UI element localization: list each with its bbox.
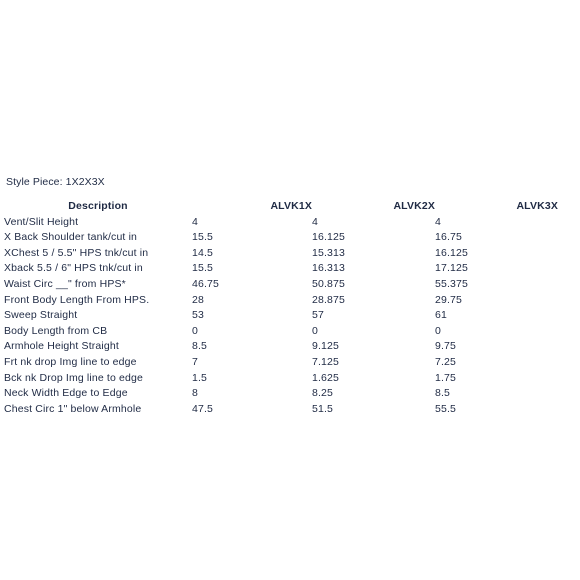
style-piece-label: Style Piece: 1X2X3X — [6, 176, 105, 188]
cell-alvk1x: 15.5 — [192, 231, 214, 244]
cell-alvk2x: 51.5 — [312, 402, 334, 415]
cell-alvk3x: 16.125 — [435, 246, 469, 259]
table-body — [4, 215, 558, 418]
cell-alvk2x: 16.313 — [312, 262, 346, 275]
table-row — [4, 230, 558, 246]
table-row — [4, 277, 558, 293]
table-row — [4, 293, 558, 309]
table-row — [4, 324, 558, 340]
cell-alvk2x: 57 — [312, 309, 324, 322]
cell-alvk1x: 1.5 — [192, 371, 208, 384]
row-description: Waist Circ __" from HPS* — [4, 277, 126, 290]
row-description: Chest Circ 1" below Armhole — [4, 402, 142, 415]
cell-alvk3x: 55.5 — [435, 402, 457, 415]
table-row — [4, 246, 558, 262]
table-row — [4, 386, 558, 402]
cell-alvk2x: 16.125 — [312, 231, 346, 244]
column-header-description: Description — [68, 200, 128, 212]
cell-alvk3x: 61 — [435, 309, 447, 322]
cell-alvk2x: 0 — [312, 324, 318, 337]
row-description: Vent/Slit Height — [4, 215, 79, 228]
cell-alvk1x: 14.5 — [192, 246, 214, 259]
cell-alvk3x: 1.75 — [435, 371, 457, 384]
cell-alvk1x: 8 — [192, 387, 198, 400]
cell-alvk1x: 47.5 — [192, 402, 214, 415]
cell-alvk3x: 4 — [435, 215, 441, 228]
cell-alvk2x: 9.125 — [312, 340, 340, 353]
table-row — [4, 371, 558, 387]
table-row — [4, 339, 558, 355]
column-header-alvk1x: ALVK1X — [270, 200, 312, 212]
measurement-spec-table — [4, 199, 558, 417]
row-description: Armhole Height Straight — [4, 340, 119, 353]
table-row — [4, 355, 558, 371]
cell-alvk2x: 50.875 — [312, 277, 346, 290]
cell-alvk3x: 55.375 — [435, 277, 469, 290]
row-description: Neck Width Edge to Edge — [4, 387, 128, 400]
cell-alvk2x: 28.875 — [312, 293, 346, 306]
cell-alvk3x: 7.25 — [435, 355, 457, 368]
table-row — [4, 308, 558, 324]
cell-alvk2x: 8.25 — [312, 387, 334, 400]
row-description: X Back Shoulder tank/cut in — [4, 231, 138, 244]
row-description: Sweep Straight — [4, 309, 78, 322]
cell-alvk3x: 29.75 — [435, 293, 463, 306]
cell-alvk2x: 7.125 — [312, 355, 340, 368]
row-description: Body Length from CB — [4, 324, 108, 337]
table-header-row — [4, 199, 558, 215]
cell-alvk3x: 16.75 — [435, 231, 463, 244]
cell-alvk3x: 8.5 — [435, 387, 451, 400]
cell-alvk2x: 1.625 — [312, 371, 340, 384]
cell-alvk3x: 9.75 — [435, 340, 457, 353]
row-description: Bck nk Drop Img line to edge — [4, 371, 144, 384]
column-header-alvk3x: ALVK3X — [516, 200, 558, 212]
table-row — [4, 261, 558, 277]
cell-alvk1x: 46.75 — [192, 277, 220, 290]
column-header-alvk2x: ALVK2X — [393, 200, 435, 212]
cell-alvk1x: 53 — [192, 309, 204, 322]
cell-alvk1x: 15.5 — [192, 262, 214, 275]
cell-alvk3x: 0 — [435, 324, 441, 337]
row-description: XChest 5 / 5.5" HPS tnk/cut in — [4, 246, 149, 259]
cell-alvk1x: 8.5 — [192, 340, 208, 353]
row-description: Frt nk drop Img line to edge — [4, 355, 137, 368]
table-row — [4, 215, 558, 231]
cell-alvk2x: 15.313 — [312, 246, 346, 259]
cell-alvk1x: 28 — [192, 293, 204, 306]
cell-alvk2x: 4 — [312, 215, 318, 228]
row-description: Front Body Length From HPS. — [4, 293, 150, 306]
cell-alvk3x: 17.125 — [435, 262, 469, 275]
cell-alvk1x: 0 — [192, 324, 198, 337]
cell-alvk1x: 4 — [192, 215, 198, 228]
table-row — [4, 402, 558, 418]
row-description: Xback 5.5 / 6" HPS tnk/cut in — [4, 262, 143, 275]
cell-alvk1x: 7 — [192, 355, 198, 368]
